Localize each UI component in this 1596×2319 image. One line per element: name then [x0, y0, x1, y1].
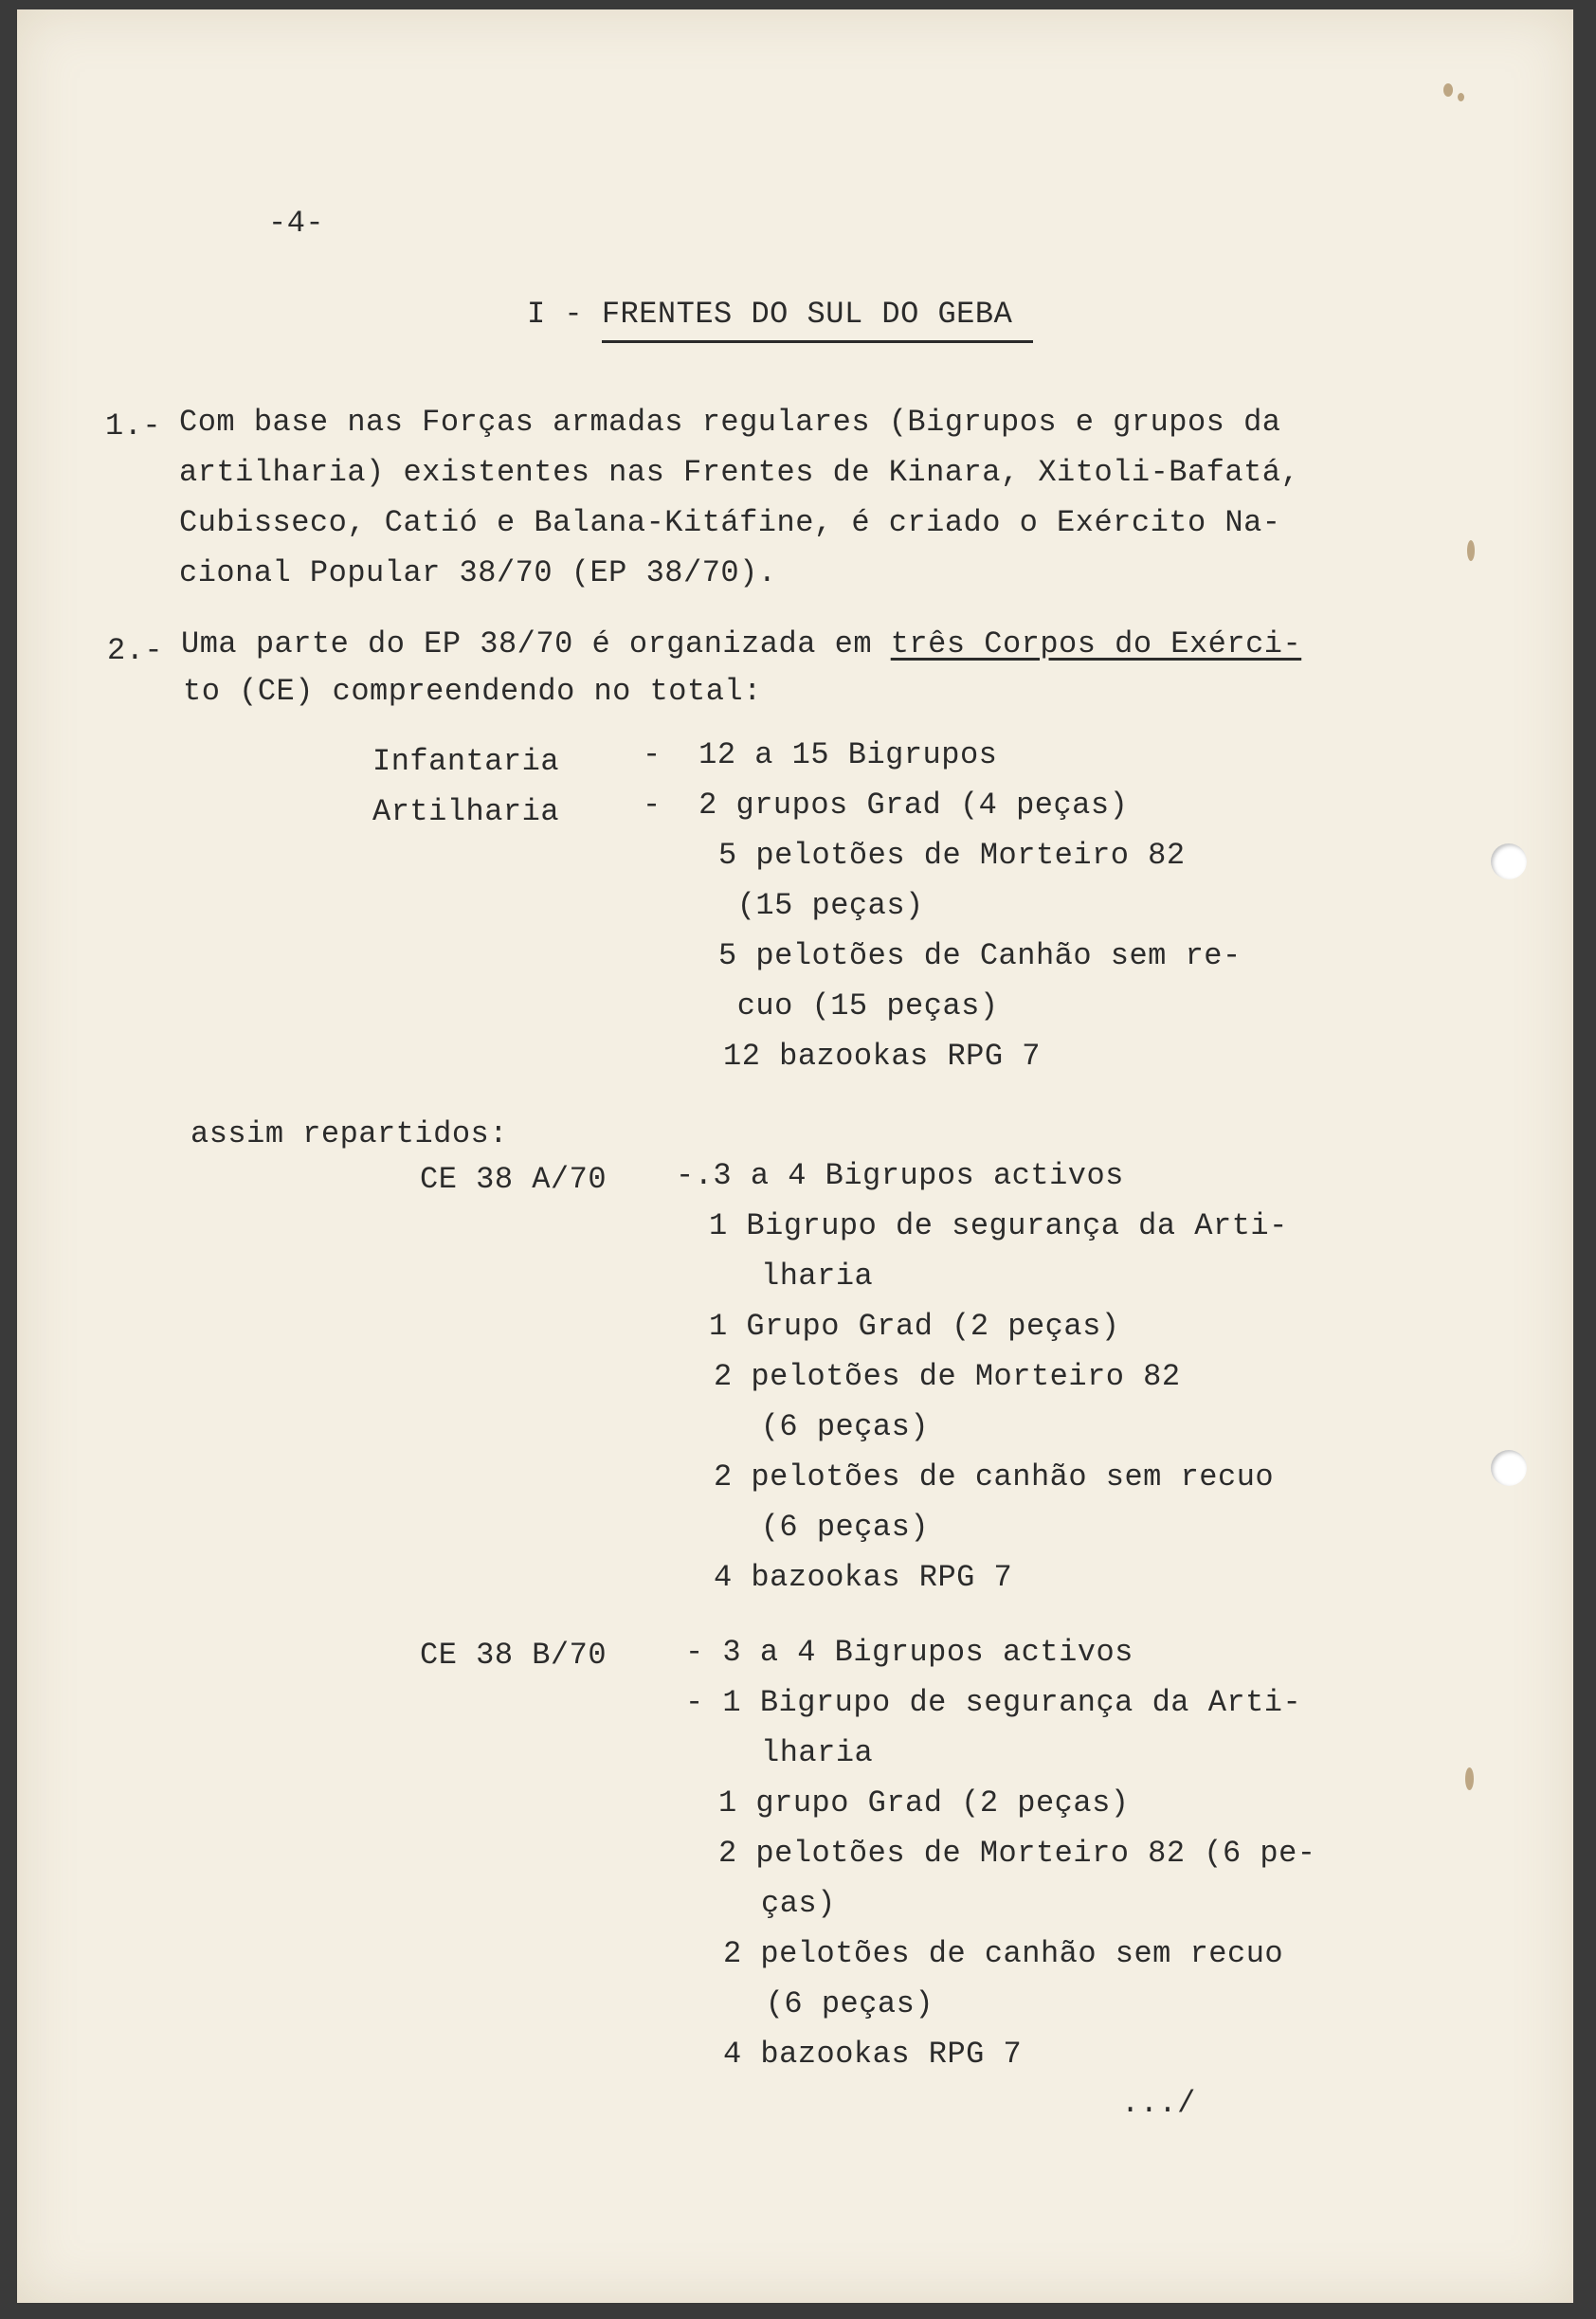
ce-b-item: lharia — [761, 1735, 874, 1770]
punch-hole-top — [1491, 843, 1527, 879]
artilharia-value: - 2 grupos Grad (4 peças) — [643, 788, 1129, 823]
para1-line: Com base nas Forças armadas regulares (Bigrupos e grupos da — [179, 405, 1281, 440]
totals-item: 5 pelotões de Morteiro 82 — [718, 838, 1186, 873]
ce-a-item: 2 pelotões de Morteiro 82 — [714, 1359, 1181, 1394]
stain — [1458, 93, 1464, 101]
totals-item: (15 peças) — [718, 888, 924, 923]
ce-b-label: CE 38 B/70 — [420, 1638, 608, 1673]
ce-a-item: (6 peças) — [742, 1510, 930, 1545]
assim-repartidos: assim repartidos: — [190, 1116, 508, 1151]
ce-b-item: ças) — [761, 1886, 836, 1921]
ce-a-item: 1 Bigrupo de segurança da Arti- — [709, 1208, 1288, 1243]
document-page — [17, 9, 1573, 2303]
totals-item: 5 pelotões de Canhão sem re- — [718, 938, 1242, 973]
artilharia-label: Artilharia — [372, 794, 560, 829]
stain — [1465, 1767, 1474, 1790]
continuation-mark: .../ — [1121, 2086, 1196, 2121]
para2-line — [181, 625, 1301, 663]
para1-line: Cubisseco, Catió e Balana-Kitáfine, é criado o Exército Na- — [179, 505, 1281, 540]
ce-b-item: - 3 a 4 Bigrupos activos — [685, 1635, 1134, 1670]
heading-underline — [602, 340, 1033, 343]
ce-b-item: 2 pelotões de canhão sem recuo — [723, 1936, 1284, 1971]
ce-b-item: (6 peças) — [747, 1986, 934, 2021]
stain — [1467, 540, 1475, 561]
ce-a-item: lharia — [761, 1259, 874, 1294]
stain — [1443, 83, 1453, 97]
infantaria-label: Infantaria — [372, 744, 560, 779]
totals-item: 12 bazookas RPG 7 — [723, 1039, 1041, 1074]
para2-number: 2.- — [107, 633, 164, 668]
para2-line: to (CE) compreendendo no total: — [183, 674, 762, 709]
infantaria-value: - 12 a 15 Bigrupos — [643, 737, 998, 772]
para2-text: Uma parte do EP 38/70 é organizada em — [181, 626, 891, 661]
section-heading: I - FRENTES DO SUL DO GEBA — [527, 297, 1013, 332]
totals-item: cuo (15 peças) — [718, 988, 999, 1024]
ce-a-item: 2 pelotões de canhão sem recuo — [714, 1459, 1275, 1495]
ce-a-label: CE 38 A/70 — [420, 1162, 608, 1197]
ce-b-item: - 1 Bigrupo de segurança da Arti- — [685, 1685, 1302, 1720]
underlined-phrase: três Corpos do Exérci- — [890, 626, 1302, 661]
para1-line: artilharia) existentes nas Frentes de Kinara, Xitoli-Bafatá, — [179, 455, 1300, 490]
para1-number: 1.- — [105, 408, 162, 444]
page-number: -4- — [268, 206, 325, 241]
ce-b-item: 2 pelotões de Morteiro 82 (6 pe- — [718, 1836, 1316, 1871]
ce-a-item: -.3 a 4 Bigrupos activos — [676, 1158, 1124, 1193]
punch-hole-bottom — [1491, 1450, 1527, 1486]
ce-a-item: 1 Grupo Grad (2 peças) — [709, 1309, 1120, 1344]
para1-line: cional Popular 38/70 (EP 38/70). — [179, 555, 777, 590]
ce-a-item: 4 bazookas RPG 7 — [714, 1560, 1013, 1595]
ce-b-item: 1 grupo Grad (2 peças) — [718, 1785, 1130, 1821]
ce-a-item: (6 peças) — [742, 1409, 930, 1444]
ce-b-item: 4 bazookas RPG 7 — [723, 2037, 1023, 2072]
